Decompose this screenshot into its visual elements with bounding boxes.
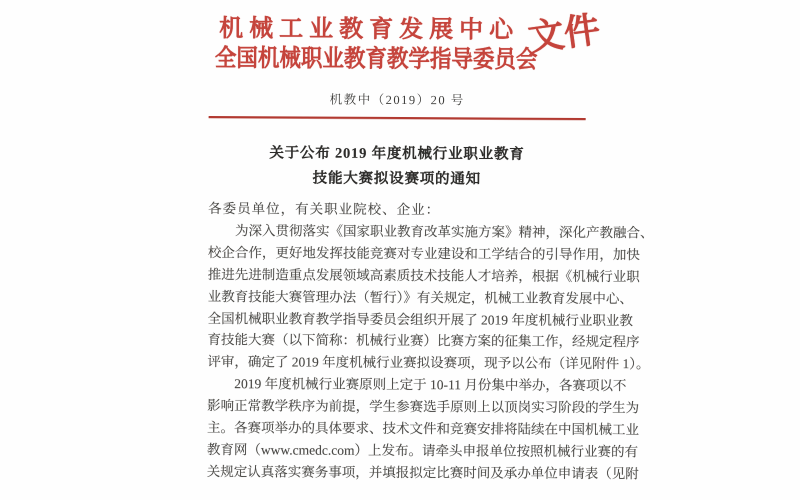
document-title-line2: 技能大赛拟设赛项的通知 (312, 170, 482, 188)
body-line: 为深入贯彻落实《国家职业教育改革实施方案》精神，深化产教融合、 (235, 223, 654, 241)
body-paragraphs (206, 198, 654, 485)
body-line: 关规定认真落实赛务事项，并填报拟定比赛时间及承办单位申请表（见附 (206, 463, 639, 482)
body-line: 评审，确定了 2019 年度机械行业赛拟设赛项，现予以公布（详见附件 1）。 (207, 354, 650, 372)
letterhead (209, 0, 603, 75)
red-separator-rule (209, 116, 586, 120)
body-line: 育技能大赛（以下简称：机械行业赛）比赛方案的征集工作，经规定程序 (207, 332, 640, 350)
document-content (206, 0, 654, 485)
org-name-line1: 机械工业教育发展中心 (219, 16, 520, 44)
body-line: 业教育技能大赛管理办法（暂行）》有关规定，机械工业教育发展中心、 (207, 288, 633, 306)
body-line: 教育网（www.cmedc.com）上发布。请牵头申报单位按照机械行业赛的有 (206, 441, 639, 460)
document-title (208, 141, 585, 193)
body-line: 影响正常教学秩序为前提，学生参赛选手原则上以顶岗实习阶段的学生为 (207, 398, 640, 416)
salutation-line: 各委员单位，有关职业院校、企业： (208, 201, 441, 218)
body-line: 2019 年度机械行业赛原则上定于 10-11 月份集中举办，各赛项以不 (234, 376, 627, 394)
doc-type-label: 文件 (525, 9, 603, 59)
body-line: 推进先进制造重点发展领域高素质技术技能人才培养，根据《机械行业职 (207, 266, 640, 284)
doc-number: 机教中（2019）20 号 (329, 92, 465, 108)
body-line: 主。各赛项举办的具体要求、技术文件和竞赛安排将陆续在中国机械工业 (206, 420, 640, 438)
body-line: 校企合作，更好地发挥技能竞赛对专业建设和工学结合的引导作用，加快 (207, 244, 640, 263)
document-title-line1: 关于公布 2019 年度机械行业职业教育 (269, 145, 525, 163)
body-line: 全国机械职业教育教学指导委员会组织开展了 2019 年度机械行业职业教 (207, 310, 633, 328)
org-name-line2: 全国机械职业教育教学指导委员会 (214, 44, 538, 74)
